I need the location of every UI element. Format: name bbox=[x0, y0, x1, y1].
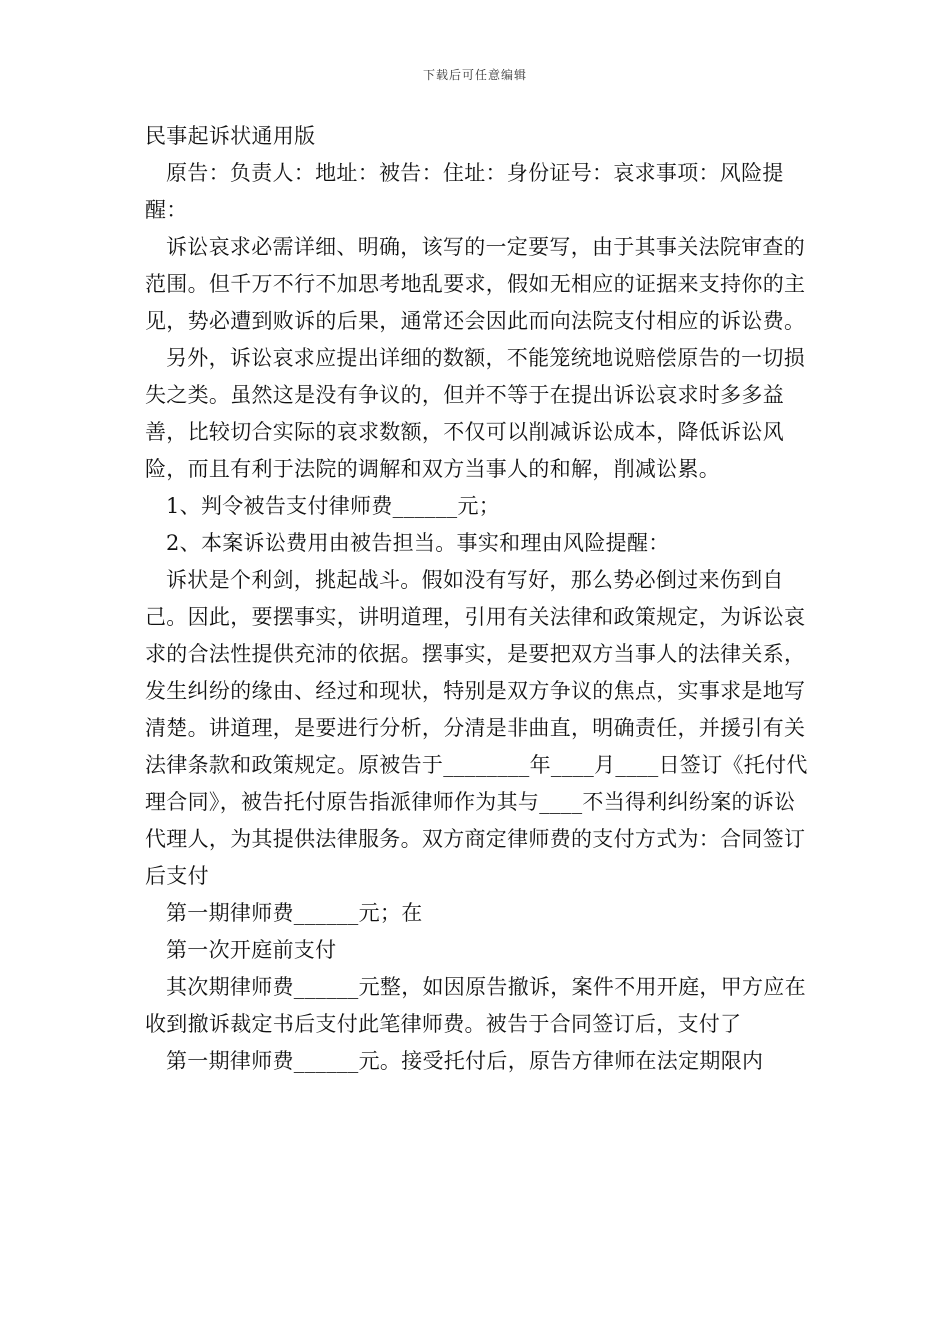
document-body bbox=[145, 118, 813, 1080]
paragraph-first-hearing: 第一次开庭前支付 bbox=[166, 938, 337, 962]
paragraph-second-fee: 其次期律师费______元整，如因原告撤诉，案件不用开庭，甲方应在收到撤诉裁定书后支付此笔律师费。被告于合同签订后，支付了 bbox=[145, 975, 806, 1036]
paragraph-parties: 原告：负责人：地址：被告：住址：身份证号：哀求事项：风险提醒： bbox=[145, 161, 784, 222]
paragraph-claim-amount: 另外，诉讼哀求应提出详细的数额，不能笼统地说赔偿原告的一切损失之类。虽然这是没有争议的，但并不等于在提出诉讼哀求时多多益善，比较切合实际的哀求数额，不仅可以削减诉讼成本，降低诉讼风险，而且有利于法院的调解和双方当事人的和解，削减讼累。 bbox=[145, 346, 805, 481]
claim-item-2: 2、本案诉讼费用由被告担当。事实和理由风险提醒： bbox=[166, 531, 670, 555]
paragraph-facts-reasons: 诉状是个利剑，挑起战斗。假如没有写好，那么势必倒过来伤到自己。因此，要摆事实，讲明道理，引用有关法律和政策规定，为诉讼哀求的合法性提供充沛的依据。摆事实，是要把双方当事人的法律关系，发生纠纷的缘由、经过和现状，特别是双方争议的焦点，实事求是地写清楚。讲道理，是要进行分析，分清是非曲直，明确责任，并援引有关法律条款和政策规定。原被告于________年____月____日签订《托付代理合同》，被告托付原告指派律师作为其与____不当得利纠纷案的诉讼代理人，为其提供法律服务。双方商定律师费的支付方式为：合同签订后支付 bbox=[145, 568, 808, 888]
paragraph-first-fee: 第一期律师费______元；在 bbox=[166, 901, 423, 925]
paragraph-first-fee-paid: 第一期律师费______元。接受托付后，原告方律师在法定期限内 bbox=[166, 1049, 764, 1073]
claim-item-1: 1、判令被告支付律师费______元； bbox=[166, 494, 501, 518]
page-header-note: 下载后可任意编辑 bbox=[422, 68, 527, 82]
paragraph-claims-reminder: 诉讼哀求必需详细、明确，该写的一定要写，由于其事关法院审查的范围。但千万不行不加思考地乱要求，假如无相应的证据来支持你的主见，势必遭到败诉的后果，通常还会因此而向法院支付相应的诉讼费。 bbox=[145, 235, 806, 333]
document-title: 民事起诉状通用版 bbox=[145, 124, 316, 148]
